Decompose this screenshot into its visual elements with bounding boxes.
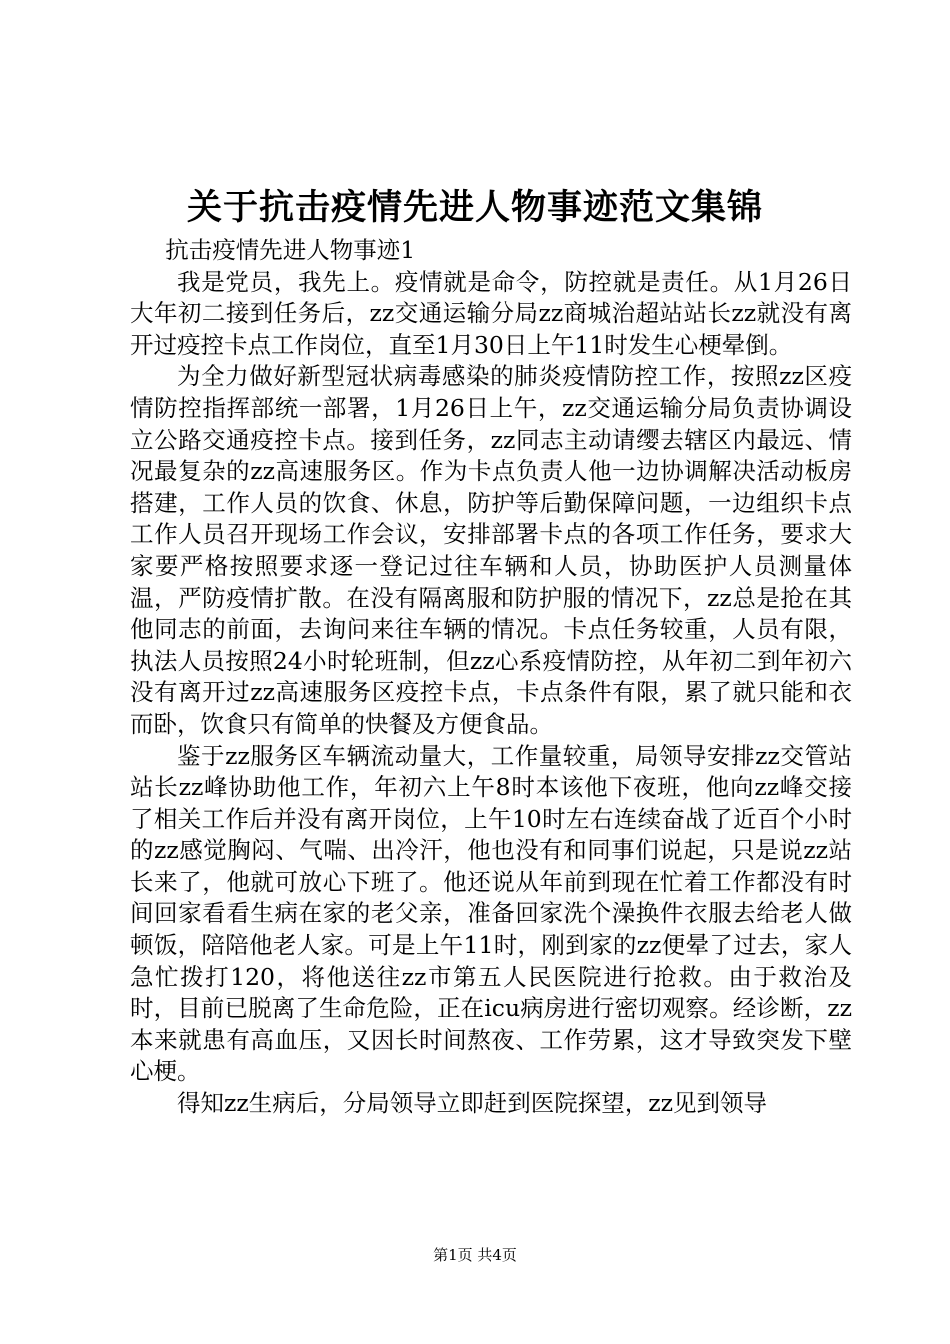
page-footer: 第1页 共4页 [433, 1246, 517, 1264]
paragraph-2: 为全力做好新型冠状病毒感染的肺炎疫情防控工作，按照zz区疫情防控指挥部统一部署，1月26日上午，zz交通运输分局负责协调设立公路交通疫控卡点。接到任务，zz同志主动请缨去辖区内最远、情况最复杂的zz高速服务区。作为卡点负责人他一边协调解决活动板房搭建，工作人员的饮食、休息，防护等后勤保障问题，一边组织卡点工作人员召开现场工作会议，安排部署卡点的各项工作任务，要求大家要严格按照要求逐一登记过往车辆和人员，协助医护人员测量体温，严防疫情扩散。在没有隔离服和防护服的情况下，zz总是抢在其他同志的前面，去询问来往车辆的情况。卡点任务较重，人员有限，执法人员按照24小时轮班制，但zz心系疫情防控，从年初二到年初六没有离开过zz高速服务区疫控卡点，卡点条件有限，累了就只能和衣而卧，饮食只有简单的快餐及方便食品。 [130, 362, 852, 738]
document-body [130, 235, 852, 1120]
paragraph-3: 鉴于zz服务区车辆流动量大，工作量较重，局领导安排zz交管站站长zz峰协助他工作，年初六上午8时本该他下夜班，他向zz峰交接了相关工作后并没有离开岗位，上午10时左右连续奋战了近百个小时的zz感觉胸闷、气喘、出冷汗，他也没有和同事们说起，只是说zz站长来了，他就可放心下班了。他还说从年前到现在忙着工作都没有时间回家看看生病在家的老父亲，准备回家洗个澡换件衣服去给老人做顿饭，陪陪他老人家。可是上午11时，刚到家的zz便晕了过去，家人急忙拨打120，将他送往zz市第五人民医院进行抢救。由于救治及时，目前已脱离了生命危险，正在icu病房进行密切观察。经诊断，zz本来就患有高血压，又因长时间熬夜、工作劳累，这才导致突发下壁心梗。 [130, 741, 852, 1086]
paragraph-4: 得知zz生病后，分局领导立即赶到医院探望，zz见到领导 [177, 1089, 768, 1118]
paragraph-1: 我是党员，我先上。疫情就是命令，防控就是责任。从1月26日大年初二接到任务后，zz交通运输分局zz商城治超站站长zz就没有离开过疫控卡点工作岗位，直至1月30日上午11时发生心梗晕倒。 [130, 267, 852, 359]
document-title: 关于抗击疫情先进人物事迹范文集锦 [186, 187, 763, 228]
section-subtitle: 抗击疫情先进人物事迹1 [165, 236, 416, 264]
